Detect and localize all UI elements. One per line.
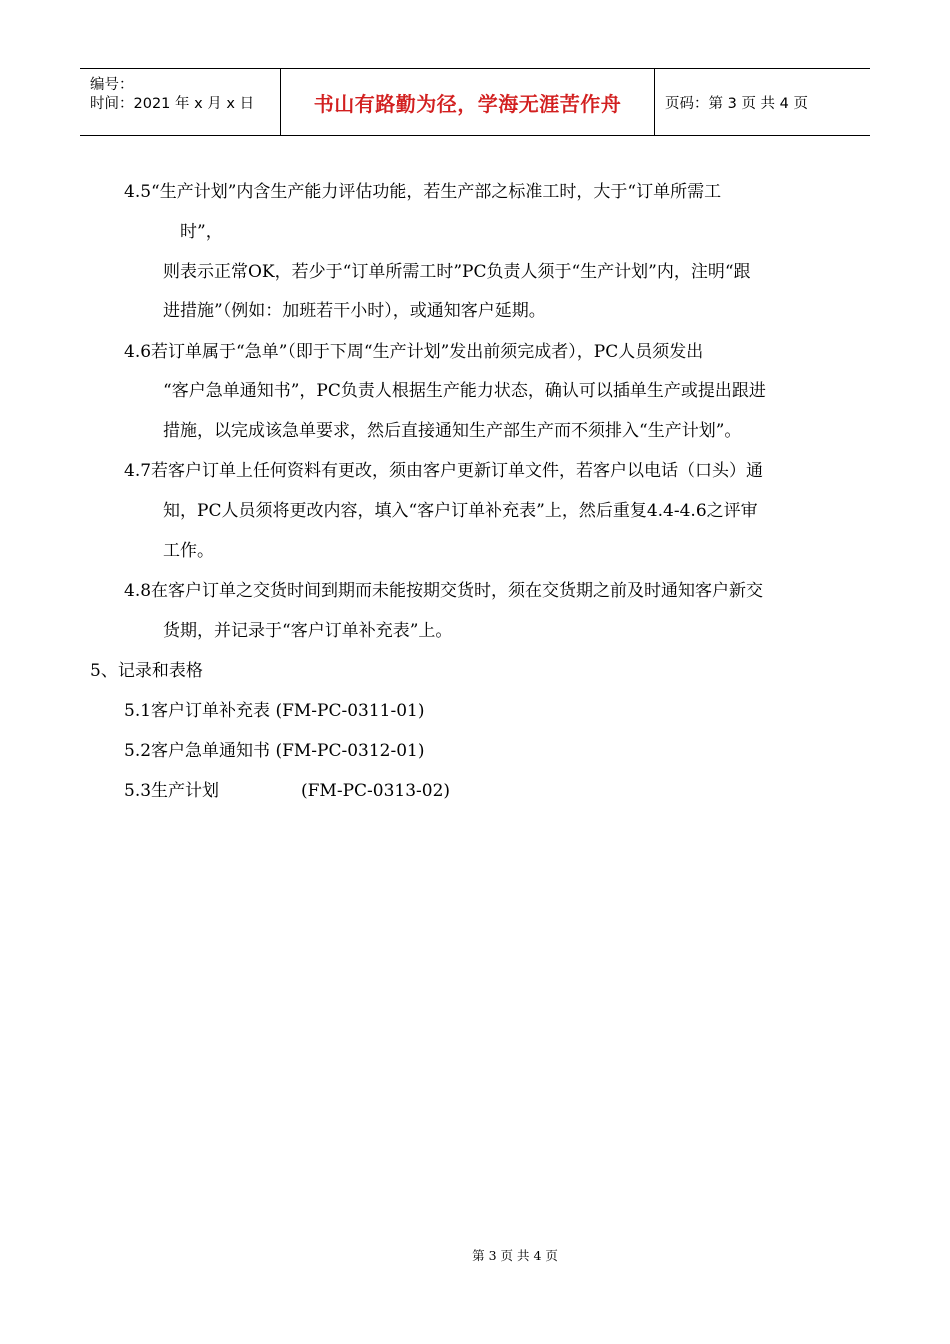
p46-line1: 4.6若订单属于“急单”（即于下周“生产计划”发出前须完成者），PC人员须发出 (124, 342, 704, 362)
footer-page-number: 第 3 页 共 4 页 (472, 1248, 558, 1263)
p48-line2: 货期，并记录于“客户订单补充表”上。 (163, 621, 453, 641)
code-label: 编号： (90, 77, 134, 93)
p45-line4: 进措施”（例如：加班若干小时），或通知客户延期。 (163, 301, 546, 321)
p46-line3: 措施，以完成该急单要求，然后直接通知生产部生产而不须排入“生产计划”。 (163, 421, 742, 441)
p45-line2: 时”， (180, 222, 223, 242)
p46-line2: “客户急单通知书”，PC负责人根据生产能力状态，确认可以插单生产或提出跟进 (163, 381, 766, 401)
record-item-5-2: 5.2客户急单通知书 (FM-PC-0312-01) (124, 741, 425, 761)
p47-line2: 知，PC人员须将更改内容，填入“客户订单补充表”上，然后重复4.4-4.6之评审 (163, 501, 758, 521)
p48-line1: 4.8在客户订单之交货时间到期而未能按期交货时，须在交货期之前及时通知客户新交 (124, 581, 764, 601)
header-left-cell (80, 69, 281, 135)
p47-line1: 4.7若客户订单上任何资料有更改，须由客户更新订单文件，若客户以电话（口头）通 (124, 461, 764, 481)
record-item-5-1: 5.1客户订单补充表 (FM-PC-0311-01) (124, 701, 425, 721)
page-footer (0, 1246, 950, 1264)
section5-title: 5、记录和表格 (90, 661, 203, 681)
p45-line1: 4.5“生产计划”内含生产能力评估功能，若生产部之标准工时，大于“订单所需工 (124, 182, 722, 202)
motto: 书山有路勤为径，学海无涯苦作舟 (281, 69, 655, 135)
p45-line3: 则表示正常OK，若少于“订单所需工时”PC负责人须于“生产计划”内，注明“跟 (163, 262, 751, 282)
date-line: 时间：2021 年 x 月 x 日 (90, 96, 255, 112)
p47-line3: 工作。 (163, 541, 214, 561)
record-item-5-3-name: 5.3生产计划 (124, 781, 220, 801)
header-table (80, 68, 870, 136)
record-item-5-3-code: (FM-PC-0313-02) (301, 781, 451, 801)
page-info: 页码：第 3 页 共 4 页 (665, 95, 808, 112)
